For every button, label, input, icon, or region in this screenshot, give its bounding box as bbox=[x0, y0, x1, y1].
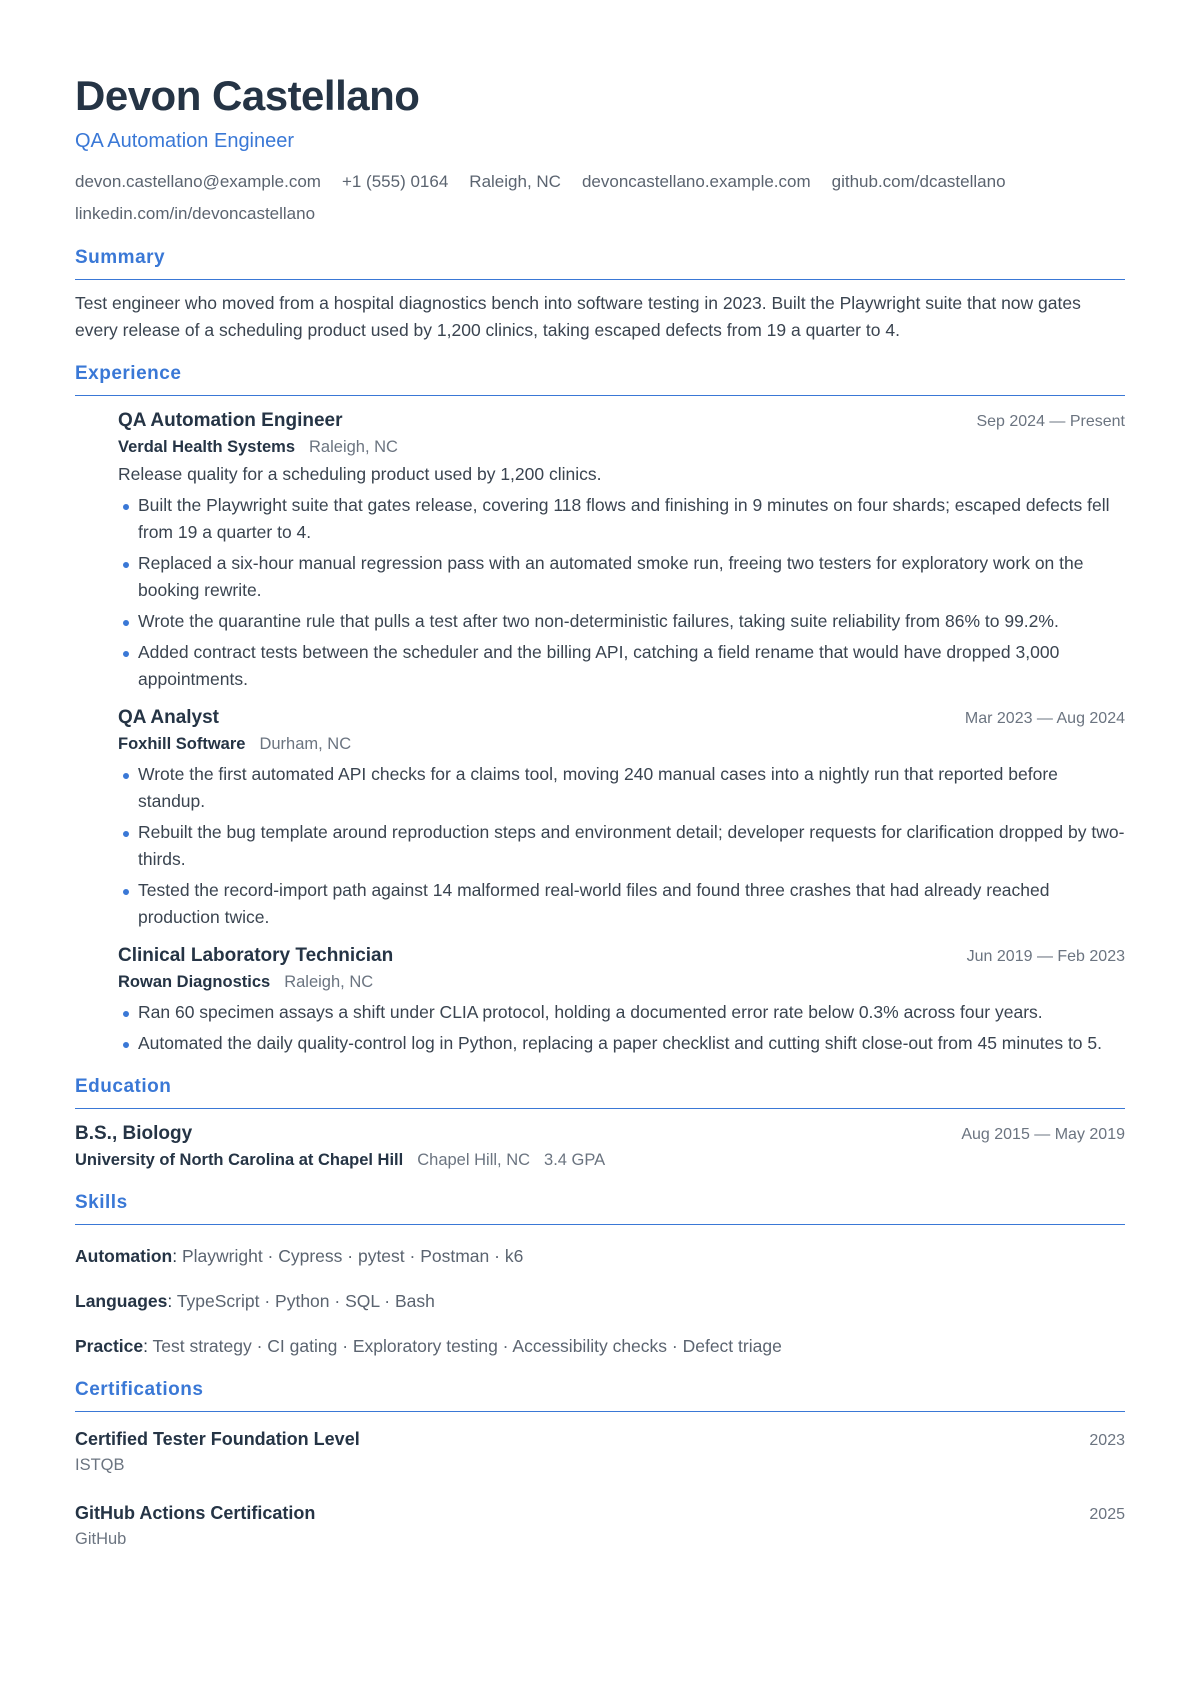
contact-github[interactable]: github.com/dcastellano bbox=[831, 172, 1006, 191]
bullet-item: Tested the record-import path against 14 malformed real-world files and found three crashes that had already reached production twice. bbox=[118, 877, 1125, 931]
contact-linkedin[interactable]: linkedin.com/in/devoncastellano bbox=[75, 204, 316, 223]
job-company: Verdal Health Systems bbox=[118, 438, 296, 456]
job-company: Foxhill Software bbox=[118, 735, 246, 753]
job-location: Durham, NC bbox=[259, 735, 352, 753]
experience-section bbox=[75, 362, 1125, 1057]
bullet-icon bbox=[123, 889, 129, 895]
bullet-item: Wrote the quarantine rule that pulls a test after two non-deterministic failures, taking suite reliability from 86% to 99.2%. bbox=[118, 608, 1125, 635]
skill-category: Practice bbox=[75, 1336, 144, 1356]
job-location: Raleigh, NC bbox=[309, 438, 398, 456]
certification-issuer: GitHub bbox=[75, 1530, 127, 1548]
bullet-item: Built the Playwright suite that gates release, covering 118 flows and finishing in 9 minutes on four shards; escaped defects fell from 19 a quarter to 4. bbox=[118, 492, 1125, 546]
bullet-icon bbox=[123, 1011, 129, 1017]
skills-section bbox=[75, 1191, 1125, 1360]
candidate-name: Devon Castellano bbox=[75, 72, 420, 119]
bullet-item: Ran 60 specimen assays a shift under CLIA protocol, holding a documented error rate below 0.3% across four years. bbox=[118, 999, 1125, 1026]
bullet-icon bbox=[123, 562, 129, 568]
job-bullets bbox=[118, 492, 1125, 693]
section-title: Skills bbox=[75, 1191, 1125, 1225]
skill-category: Automation bbox=[75, 1246, 173, 1266]
certification-year: 2025 bbox=[1089, 1506, 1125, 1523]
bullet-item: Automated the daily quality-control log in Python, replacing a paper checklist and cutting shift close-out from 45 minutes to 5. bbox=[118, 1030, 1125, 1057]
degree: B.S., Biology bbox=[75, 1123, 193, 1144]
certification-issuer: ISTQB bbox=[75, 1456, 125, 1474]
education-dates: Aug 2015 — May 2019 bbox=[961, 1126, 1125, 1143]
contact-email[interactable]: devon.castellano@example.com bbox=[75, 172, 321, 191]
bullet-item: Rebuilt the bug template around reproduction steps and environment detail; developer requests for clarification dropped by two-thirds. bbox=[118, 819, 1125, 873]
job-title: QA Analyst bbox=[118, 707, 220, 728]
job-dates: Jun 2019 — Feb 2023 bbox=[966, 948, 1125, 965]
bullet-icon bbox=[123, 831, 129, 837]
job-dates: Mar 2023 — Aug 2024 bbox=[964, 710, 1125, 727]
contact-phone[interactable]: +1 (555) 0164 bbox=[341, 172, 449, 191]
job-entry bbox=[75, 943, 1125, 1057]
school-name: University of North Carolina at Chapel Hill bbox=[75, 1151, 404, 1169]
summary-section bbox=[75, 246, 1125, 344]
skill-row: Practice: Test strategy · CI gating · Exploratory testing · Accessibility checks · Defect triage bbox=[75, 1336, 782, 1356]
job-title: QA Automation Engineer bbox=[118, 410, 343, 431]
education-entry bbox=[75, 1121, 1125, 1173]
bullet-icon bbox=[123, 620, 129, 626]
skill-row: Automation: Playwright · Cypress · pytest · Postman · k6 bbox=[75, 1246, 524, 1266]
section-title: Education bbox=[75, 1075, 1125, 1109]
certification-name: GitHub Actions Certification bbox=[75, 1503, 316, 1523]
bullet-icon bbox=[123, 504, 129, 510]
certification-year: 2023 bbox=[1089, 1432, 1125, 1449]
section-title: Summary bbox=[75, 246, 1125, 280]
job-company: Rowan Diagnostics bbox=[118, 973, 271, 991]
skill-category: Languages bbox=[75, 1291, 168, 1311]
job-entry bbox=[75, 705, 1125, 931]
section-title: Certifications bbox=[75, 1378, 1125, 1412]
skill-items: Playwright · Cypress · pytest · Postman · k6 bbox=[181, 1246, 524, 1266]
certification-name: Certified Tester Foundation Level bbox=[75, 1429, 360, 1449]
certifications-section bbox=[75, 1378, 1125, 1552]
bullet-icon bbox=[123, 651, 129, 657]
bullet-item: Added contract tests between the scheduler and the billing API, catching a field rename that would have dropped 3,000 appointments. bbox=[118, 639, 1125, 693]
job-bullets bbox=[118, 761, 1125, 931]
job-title: Clinical Laboratory Technician bbox=[118, 945, 394, 966]
job-description: Release quality for a scheduling product used by 1,200 clinics. bbox=[118, 464, 602, 484]
contact-list bbox=[75, 166, 1075, 230]
resume-header bbox=[75, 70, 1125, 230]
certification-entry bbox=[75, 1500, 1125, 1552]
certification-entry bbox=[75, 1426, 1125, 1478]
summary-text: Test engineer who moved from a hospital diagnostics bench into software testing in 2023. Built the Playwright suite that now gates every release of a scheduling product used by 1,200 clinics, taking escaped defects from 19 a quarter to 4. bbox=[75, 293, 1081, 340]
gpa: 3.4 GPA bbox=[544, 1151, 606, 1169]
job-location: Raleigh, NC bbox=[284, 973, 374, 991]
bullet-item: Wrote the first automated API checks for a claims tool, moving 240 manual cases into a nightly run that reported before standup. bbox=[118, 761, 1125, 815]
contact-website[interactable]: devoncastellano.example.com bbox=[581, 172, 811, 191]
contact-location: Raleigh, NC bbox=[469, 172, 561, 191]
bullet-item: Replaced a six-hour manual regression pass with an automated smoke run, freeing two testers for exploratory work on the booking rewrite. bbox=[118, 550, 1125, 604]
education-section bbox=[75, 1075, 1125, 1173]
school-location: Chapel Hill, NC bbox=[417, 1151, 531, 1169]
skill-row: Languages: TypeScript · Python · SQL · Bash bbox=[75, 1291, 435, 1311]
job-entry bbox=[75, 408, 1125, 693]
job-bullets bbox=[118, 999, 1125, 1057]
job-dates: Sep 2024 — Present bbox=[976, 413, 1125, 430]
bullet-icon bbox=[123, 1042, 129, 1048]
bullet-icon bbox=[123, 773, 129, 779]
skill-items: Test strategy · CI gating · Exploratory testing · Accessibility checks · Defect triage bbox=[152, 1336, 782, 1356]
skill-items: TypeScript · Python · SQL · Bash bbox=[176, 1291, 435, 1311]
section-title: Experience bbox=[75, 362, 1125, 396]
candidate-headline: QA Automation Engineer bbox=[75, 130, 295, 152]
